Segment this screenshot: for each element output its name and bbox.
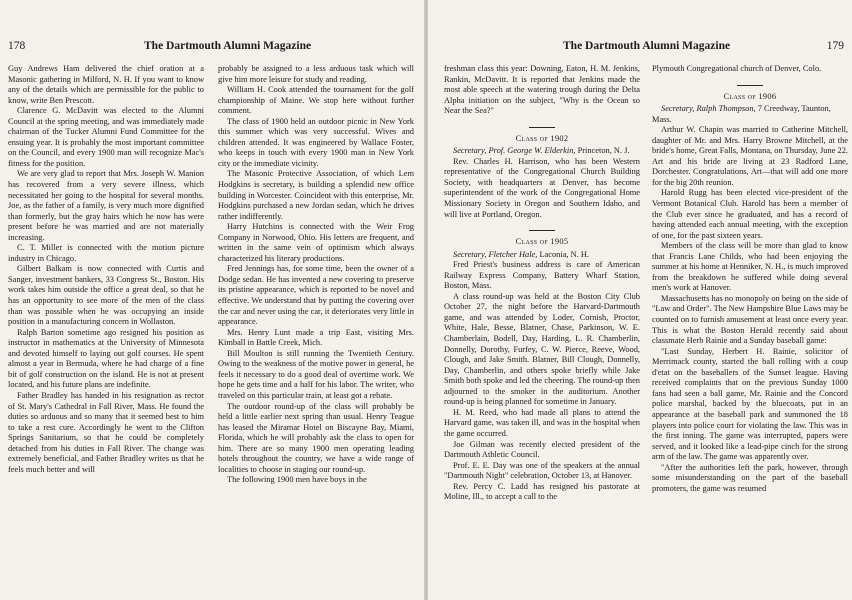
paragraph: "After the authorities left the park, however, through some misunderstanding on the part of the baseball promoters, the game was resumed xyxy=(652,462,848,493)
left-page xyxy=(0,0,424,600)
paragraph: Guy Andrews Ham delivered the chief oration at a Masonic gathering in Milford, N. H. If you want to know any of the details which are permissible for the public to know, write Ben Prescott. xyxy=(8,64,204,105)
left-column-2 xyxy=(218,64,414,486)
right-column-1 xyxy=(444,64,640,503)
secretary-place: Laconia, N. H. xyxy=(539,249,589,259)
paragraph: The class of 1900 held an outdoor picnic in New York this summer which was very successful. Wives and children attended. It was engineered by Wallace Foster, who keeps in touch with every 1900 man in New York city or the immediate vicinity. xyxy=(218,116,414,168)
paragraph: Ralph Barton sometime ago resigned his position as instructor in mathematics at the University of Minnesota and devoted himself to laying out golf courses. He spent almost a year in Bermuda, where he had charge of a fine bit of golf construction on the island. He is not at present located, and his future plans are indefinite. xyxy=(8,327,204,390)
class-secretary xyxy=(652,104,848,125)
secretary-place: 7 Creedway, Taunton, Mass. xyxy=(652,104,831,124)
right-column-2 xyxy=(652,64,848,494)
page-number: 178 xyxy=(8,40,26,52)
paragraph: C. T. Miller is connected with the motion picture industry in Chicago. xyxy=(8,243,204,263)
paragraph: Fred Priest's business address is care of American Railway Express Company, Battery Wharf Station, Boston, Mass. xyxy=(444,260,640,291)
paragraph: William H. Cook attended the tournament for the golf championship of Maine. We stop here without further comment. xyxy=(218,85,414,116)
paragraph: Prof. E. E. Day was one of the speakers at the annual "Dartmouth Night" celebration, October 13, at Hanover. xyxy=(444,460,640,481)
paragraph: Harry Hutchins is connected with the Weir Frog Company in Norwood, Ohio. His letters are frequent, and written in the same vein of optimism which always characterized his literary productions. xyxy=(218,222,414,263)
class-secretary xyxy=(444,250,640,261)
secretary-label: Secretary, Ralph Thompson, xyxy=(661,104,756,114)
secretary-label: Secretary, Fletcher Hale, xyxy=(453,249,538,259)
paragraph: A class round-up was held at the Boston City Club October 27, the night before the Harvard-Dartmouth game, and was attended by Loder, Cornish, Proctor, White, Hale, Besse, Blatner, Chase, Parkinson, W. E. Chamberlain, Bodell, Day, Harding, L. R. Chamberlin, Donnelly, Dorothy, Furfey, C. W. Pierce, Reeve, Wood, Clough, and Jake Smith. Blatner, Bill Clough, Donnelly, Day, Chamberlin, and others spoke briefly while Jake Smith both spoke and led the cheering. The round-up then adjourned to the smoker in the auditorium. Another round-up is being planned for sometime in January. xyxy=(444,291,640,407)
paragraph: Arthur W. Chapin was married to Catherine Mitchell, daughter of Mr. and Mrs. Harry Browne Mitchell, at the bride's home, Great Falls, Montana, on Thursday, June 22. Art and his bride are living at 23 Radford Lane, Dorchester. Congratulations, Art—that will add one more for the big 20th reunion. xyxy=(652,125,848,187)
paragraph: "Last Sunday, Herbert H. Rainie, solicitor of Merrimack county, started the ball rolling with a coup d'etat on the baseballers of the Sunset league. Having received complaints that on the previous Sunday 1000 fans had seen a ball game, Mr. Rainie and the Concord police marshal, backed by the bluecoats, put in an appearance at the baseball park and summoned the 18 players into police court for violating the law. This was in the first inning. The game was interrupted, papers were served, and it looked like a lead-pipe cinch for the strong arm of the law. The game was apparently over. xyxy=(652,346,848,462)
paragraph: We are very glad to report that Mrs. Joseph W. Manion has recovered from a very severe illness, which necessitated her going to the hospital for several months. Joe, as the father of a family, is very much more dignified than formerly, but the gray hairs which he now has were present before he was married and are not materially increasing. xyxy=(8,169,204,242)
left-column-1 xyxy=(8,64,204,475)
page-number: 179 xyxy=(826,40,844,52)
paragraph: The following 1900 men have boys in the xyxy=(227,475,367,485)
secretary-place: Princeton, N. J. xyxy=(577,146,630,156)
paragraph: freshman class this year: Downing, Eaton, H. M. Jenkins, Rankin, McDavitt. It is reported that Jenkins made the most able speech at the watering trough during the Delta Alpha initiation on the subject, "Why is the Ocean so Near the Sea?" xyxy=(444,64,640,116)
paragraph: probably be assigned to a less arduous task which will give him more leisure for study and reading. xyxy=(218,64,414,84)
paragraph: Mrs. Henry Lunt made a trip East, visiting Mrs. Kimball in Battle Creek, Mich. xyxy=(218,327,414,348)
paragraph: Rev. Charles H. Harrison, who has been Western representative of the Congregational Church Building Society, with headquarters at Denver, has become superintendent of the work of the Congregational Home Missionary Society in Oregon and Southern Idaho, and will live at Portland, Oregon. xyxy=(444,156,640,219)
paragraph: H. M. Reed, who had made all plans to attend the Harvard game, was taken ill, and was in the hospital when the game occurred. xyxy=(444,407,640,438)
class-secretary xyxy=(444,146,640,157)
right-page xyxy=(428,0,852,600)
class-heading-1906: Class of 1906 xyxy=(652,85,848,103)
paragraph: Massachusetts has no monopoly on being on the side of "Law and Order". The New Hampshire Blue Laws may be counted on to furnish amusement at least once every year. This is what the Boston Herald recently said about classmate Herb Rainie and a Sunday baseball game: xyxy=(652,293,848,346)
class-heading-1902: Class of 1902 xyxy=(444,127,640,145)
running-head: The Dartmouth Alumni Magazine xyxy=(144,40,312,52)
paragraph: Members of the class will be more than glad to know that Francis Lane Childs, who had been enjoying the summer at his home at Henniker, N. H., is much improved from the breakdown he suffered while doing several men's work at Hanover. xyxy=(652,241,848,293)
class-heading-1905: Class of 1905 xyxy=(444,230,640,248)
running-head: The Dartmouth Alumni Magazine xyxy=(563,40,731,52)
paragraph: Harold Rugg has been elected vice-president of the Vermont Botanical Club. Harold has been a member of the Club ever since he graduated, and has a record of having attended each annual meeting, with the exception of one, for the past sixteen years. xyxy=(652,188,848,240)
paragraph: Fred Jennings has, for some time, been the owner of a Dodge sedan. He has invented a new covering to preserve its pristine appearance, which is reported to be novel and effective. We understand that by putting the covering over the car and never using the car, it deteriorates very little in appearance. xyxy=(218,264,414,327)
paragraph: Clarence G. McDavitt was elected to the Alumni Council at the spring meeting, and was immediately made chairman of the Tucker Alumni Fund Committee for the ensuing year. It is probably the most important committee on the Council, and every 1900 man will recognize Mac's fitness for the position. xyxy=(8,106,204,168)
paragraph: The outdoor round-up of the class will probably be held a little earlier next spring than usual. Henry Teague has leased the Miramar Hotel on Biscayne Bay, Miami, Florida, which he will probably ask the class to open for him. There are so many 1900 men operating leading hotels throughout the country, we have a wide range of localities to choose in staging our round-up. xyxy=(218,401,414,474)
paragraph: Plymouth Congregational church of Denver, Colo. xyxy=(652,64,822,73)
paragraph: The Masonic Protective Association, of which Lem Hodgkins is secretary, is building a splendid new office building in Worcester. Coincident with this enterprise, Mr. Hodgkins purchased a new Jordan sedan, which he drives rather indifferently. xyxy=(218,169,414,221)
secretary-label: Secretary, Prof. George W. Elderkin, xyxy=(453,146,576,156)
paragraph: Rev. Percy C. Ladd has resigned his pastorate at Moline, Ill., to accept a call to the xyxy=(444,481,640,502)
paragraph: Bill Moulton is still running the Twentieth Century. Owing to the weakness of the motive power in general, he feels it necessary to do a good deal of overtime work. We hope he gets time and a half for his labor. The writer, who traveled on this particular train, at least got a rebate. xyxy=(218,348,414,400)
paragraph: Joe Gilman was recently elected president of the Dartmouth Athletic Council. xyxy=(444,439,640,460)
paragraph: Gilbert Balkam is now connected with Curtis and Sanger, investment bankers, 33 Congress St., Boston. His work takes him outside the office a great deal, so that he has an opportunity to see more of the men of the class than was possible when he was occupying an inside position in a manufacturing concern in Wollaston. xyxy=(8,264,204,327)
paragraph: Father Bradley has handed in his resignation as rector of St. Mary's Cathedral in Fall River, Mass. He found the duties so arduous and so many that it seemed best to him to take a rest cure. Accordingly he went to the Clifton Springs Sanitarium, so that he could be completely detached from his duties in Fall River. The change was extremely beneficial, and Father Bradley writes us that he feels much better and will xyxy=(8,390,204,474)
